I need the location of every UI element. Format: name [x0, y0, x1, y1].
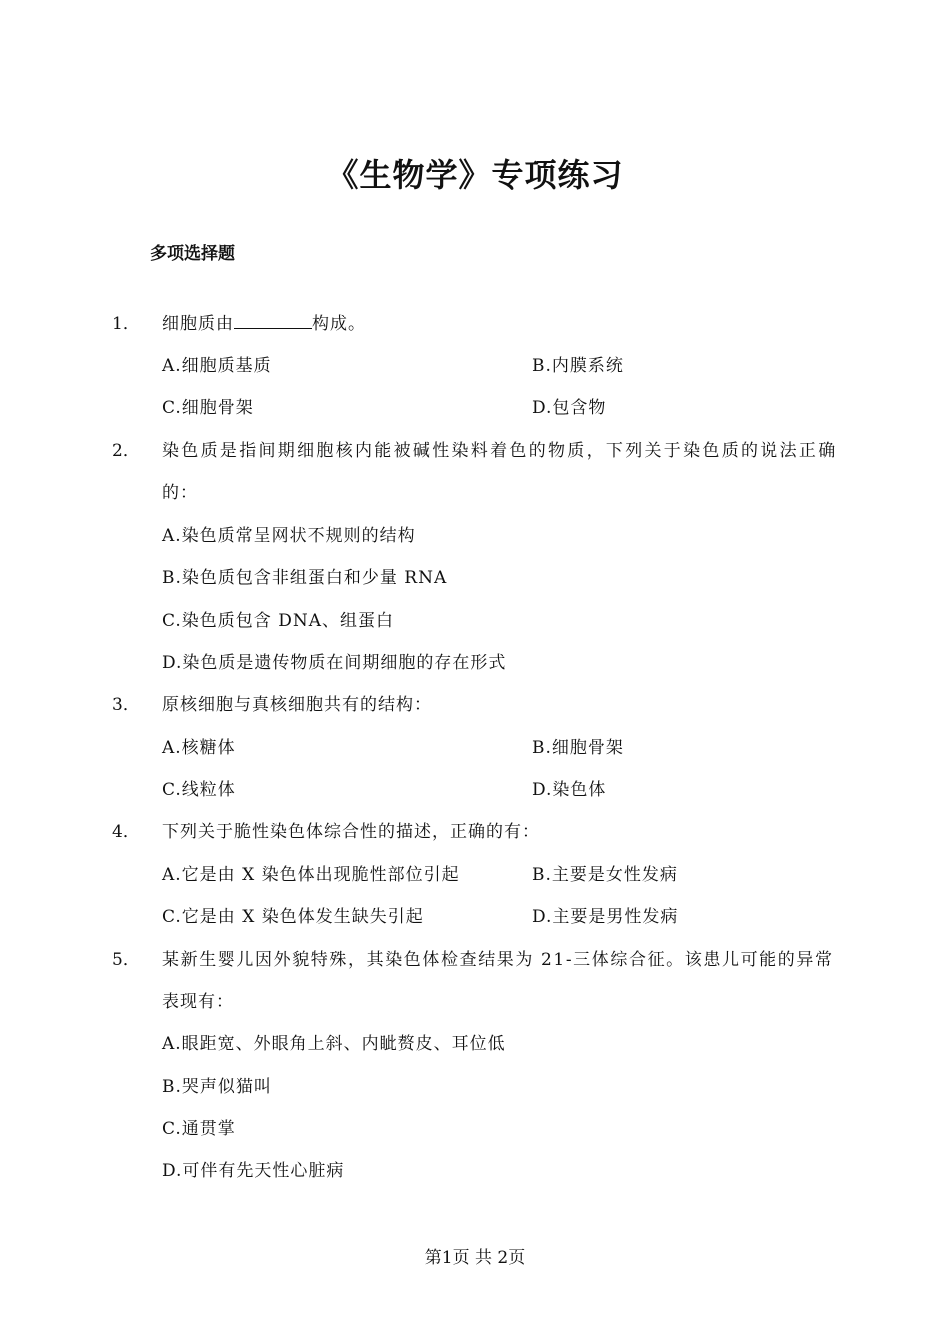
option-a: A.细胞质基质	[162, 356, 272, 376]
option-b: B.内膜系统	[532, 356, 624, 376]
question-stem: 染色质是指间期细胞核内能被碱性染料着色的物质，下列关于染色质的说法正确	[162, 441, 838, 461]
option-b: B.细胞骨架	[532, 738, 624, 758]
question-number: 5．	[112, 950, 140, 970]
option-d: D.染色体	[532, 780, 607, 800]
option-c: C.染色质包含 DNA、组蛋白	[162, 611, 394, 631]
question-stem-continued: 表现有：	[162, 992, 234, 1012]
question-stem-before: 细胞质由	[162, 314, 234, 334]
section-title: 多项选择题	[150, 244, 235, 264]
option-a: A.核糖体	[162, 738, 236, 758]
option-c: C.它是由 X 染色体发生缺失引起	[162, 907, 424, 927]
option-d: D.可伴有先天性心脏病	[162, 1161, 345, 1181]
question-stem	[162, 312, 366, 336]
option-a: A.它是由 X 染色体出现脆性部位引起	[162, 865, 460, 885]
option-b: B.哭声似猫叫	[162, 1077, 272, 1097]
option-c: C.线粒体	[162, 780, 236, 800]
option-b: B.染色质包含非组蛋白和少量 RNA	[162, 568, 448, 588]
option-d: D.包含物	[532, 398, 607, 418]
question-number: 1．	[112, 314, 140, 334]
option-b: B.主要是女性发病	[532, 865, 678, 885]
question-number: 3．	[112, 695, 140, 715]
question-stem: 某新生婴儿因外貌特殊，其染色体检查结果为 21-三体综合征。该患儿可能的异常	[162, 950, 834, 970]
option-a: A.眼距宽、外眼角上斜、内眦赘皮、耳位低	[162, 1034, 506, 1054]
page-footer: 第1页 共 2页	[424, 1248, 526, 1268]
question-number: 2．	[112, 441, 140, 461]
question-stem-after: 构成。	[312, 314, 366, 334]
option-c: C.细胞骨架	[162, 398, 254, 418]
question-stem-continued: 的：	[162, 483, 198, 503]
option-d: D.主要是男性发病	[532, 907, 679, 927]
page-title: 《生物学》专项练习	[326, 156, 624, 194]
question-stem: 原核细胞与真核细胞共有的结构：	[162, 695, 432, 715]
question-number: 4．	[112, 822, 140, 842]
option-d: D.染色质是遗传物质在间期细胞的存在形式	[162, 653, 507, 673]
answer-blank	[234, 312, 312, 329]
option-a: A.染色质常呈网状不规则的结构	[162, 526, 416, 546]
question-stem: 下列关于脆性染色体综合性的描述，正确的有：	[162, 822, 540, 842]
option-c: C.通贯掌	[162, 1119, 236, 1139]
